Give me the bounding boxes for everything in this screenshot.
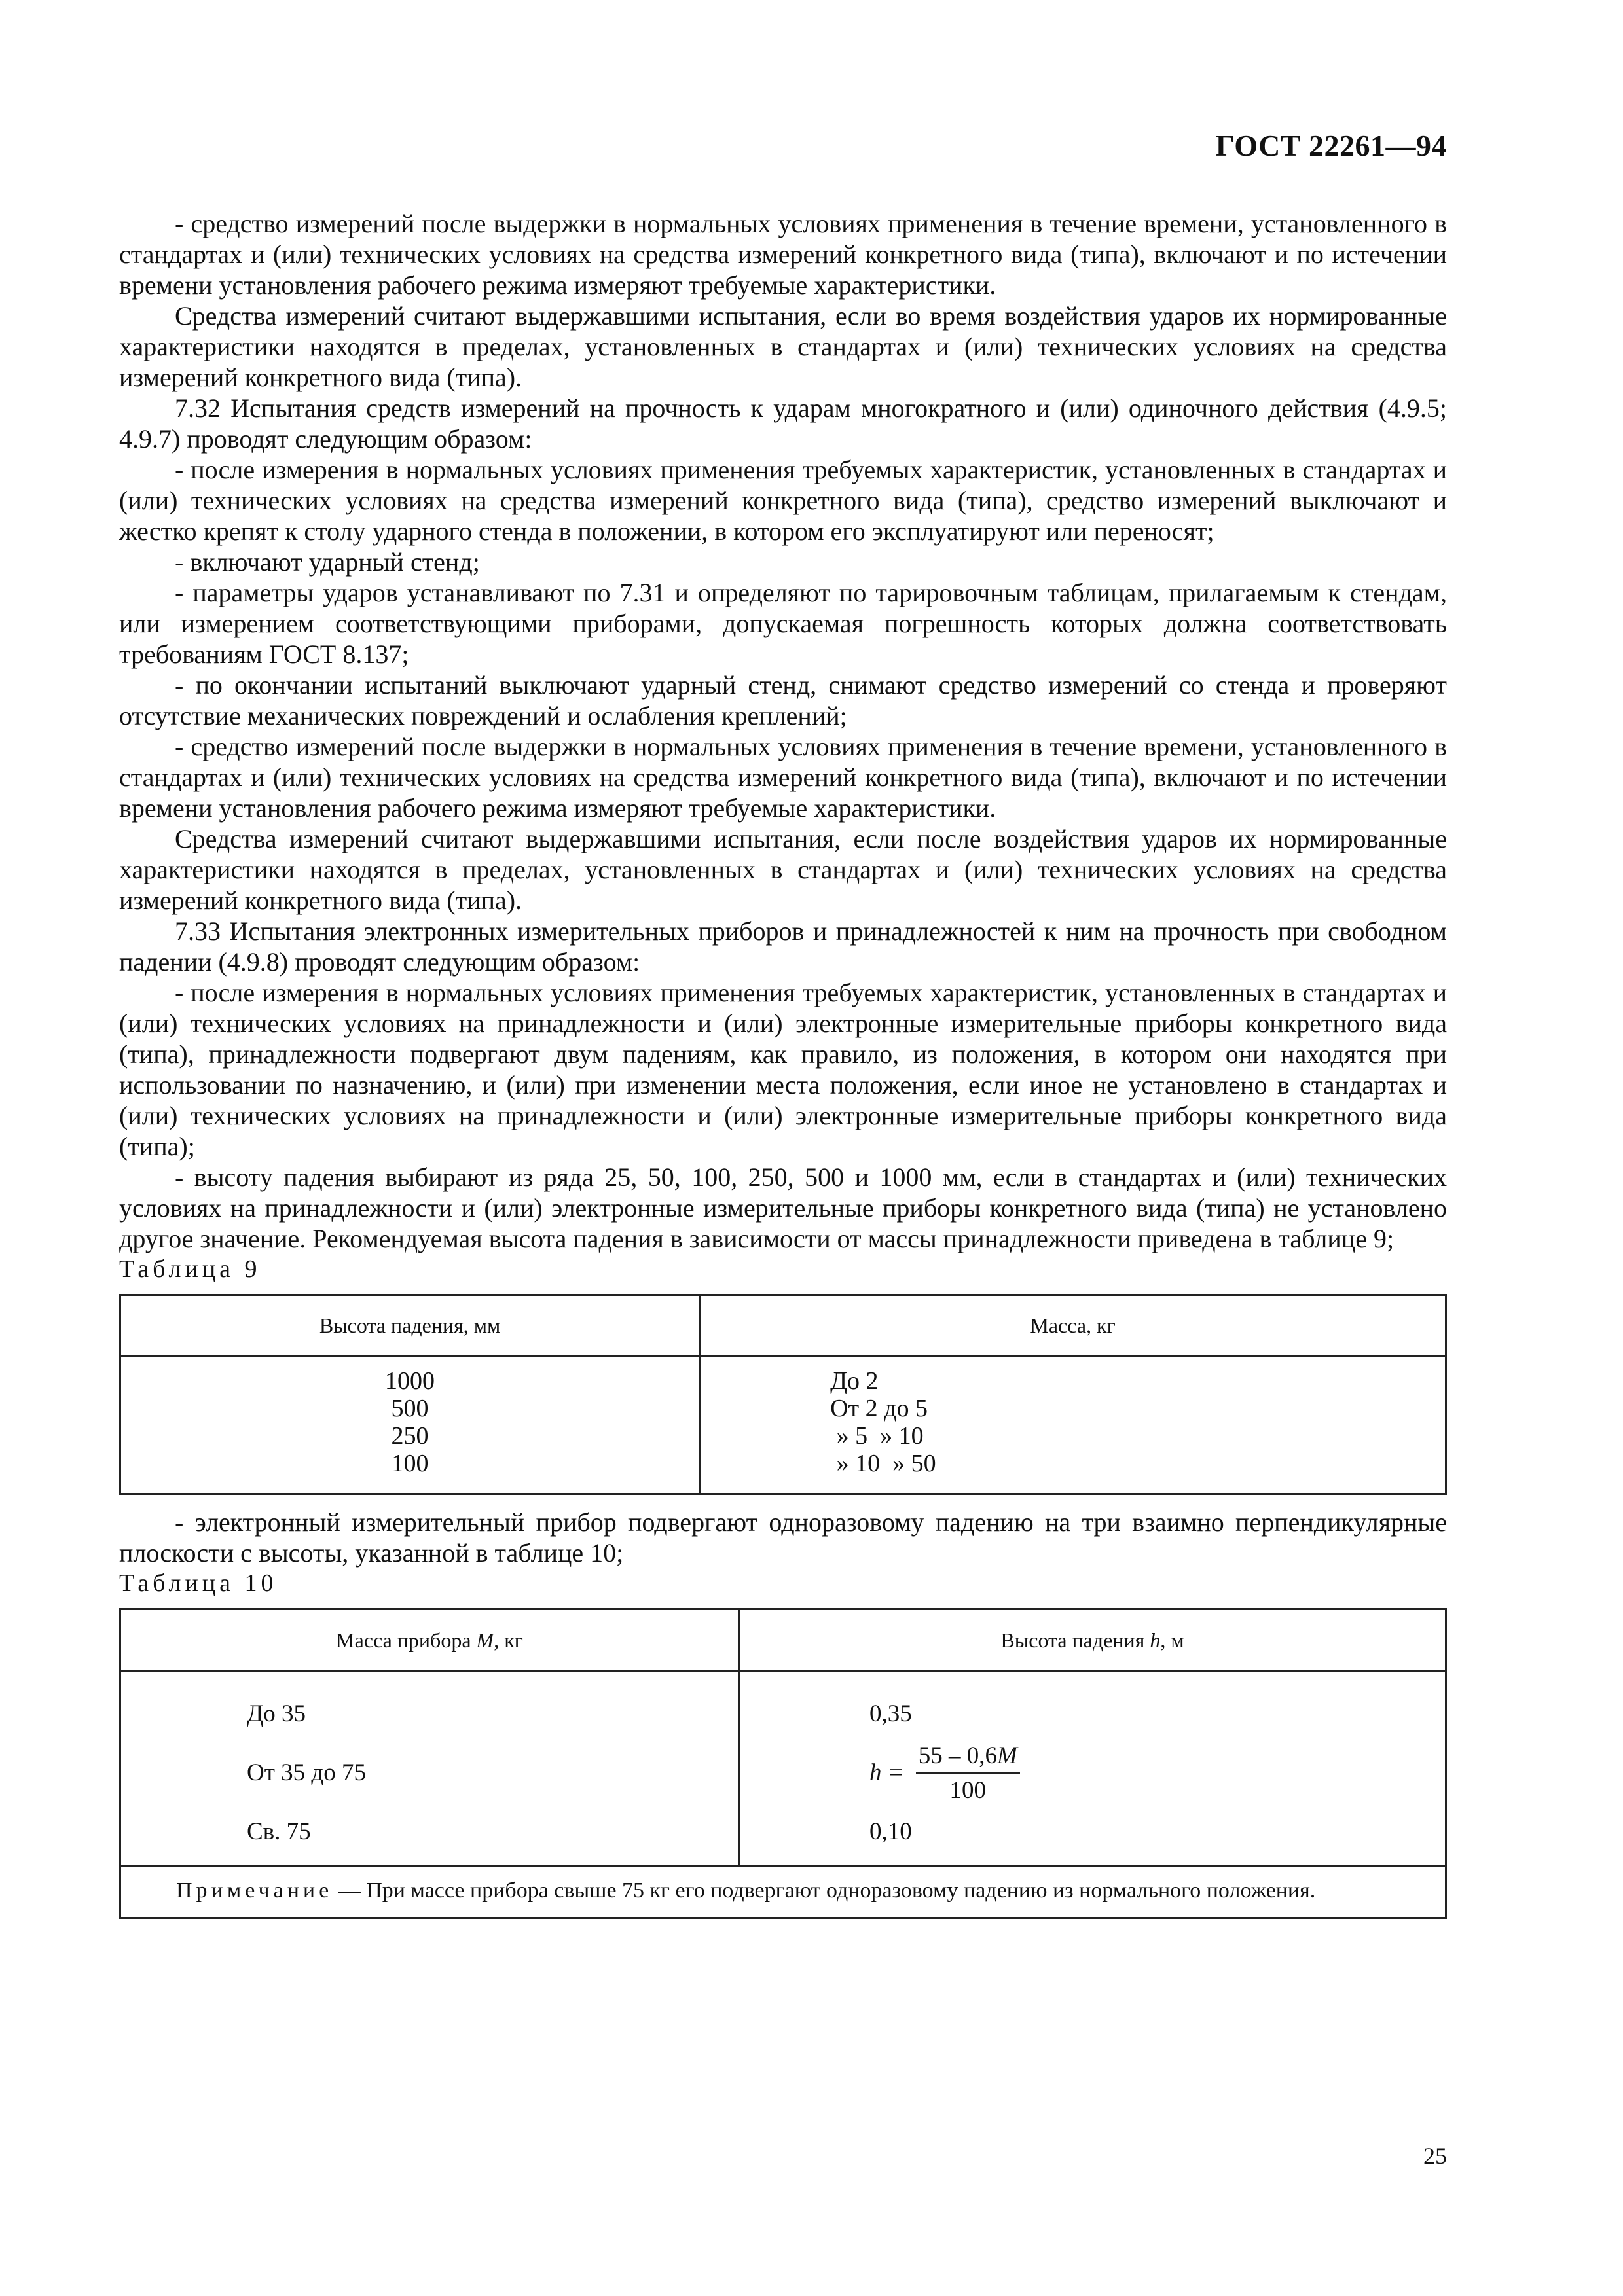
- table10-mass-value: До 35: [247, 1700, 306, 1727]
- paragraph: - средство измерений после выдержки в нормальных условиях применения в течение времени, установленного в стандартах и (или) технических условиях на средства измерений конкретного вида (типа), включают и по истечении времени установления рабочего режима измеряют требуемые характеристики.: [119, 209, 1447, 300]
- table-10: [119, 1608, 1447, 1919]
- table10-height-value: 0,10: [869, 1818, 912, 1845]
- page-number: 25: [1423, 2143, 1447, 2169]
- paragraph: Средства измерений считают выдержавшими испытания, если во время воздействия ударов их нормированные характеристики находятся в пределах, установленных в стандартах и (или) технических условиях на средства измерений конкретного вида (типа).: [119, 301, 1447, 392]
- paragraph: 7.33 Испытания электронных измерительных приборов и принадлежностей к ним на прочность при свободном падении (4.9.8) проводят следующим образом:: [119, 916, 1447, 977]
- table10-header-height: Высота падения h, м: [739, 1609, 1446, 1672]
- table9-masses-cell: [700, 1356, 1446, 1494]
- table9-mass-value: От 2 до 5: [830, 1395, 928, 1422]
- table10-height-cell: [739, 1672, 1446, 1867]
- paragraph: - после измерения в нормальных условиях применения требуемых характеристик, установленных в стандартах и (или) технических условиях на средства измерений конкретного вида (типа), средство измерений выключают и жестко крепят к столу ударного стенда в положении, в котором его эксплуатируют или переносят;: [119, 455, 1447, 546]
- table9-mass-value: » 10 » 50: [830, 1450, 936, 1477]
- paragraph: - электронный измерительный прибор подвергают одноразовому падению на три взаимно перпендикулярные плоскости с высоты, указанной в таблице 10;: [119, 1507, 1447, 1568]
- table9-header-height: Высота падения, мм: [120, 1295, 700, 1356]
- table10-mass-value: Св. 75: [247, 1818, 311, 1845]
- paragraph: Средства измерений считают выдержавшими испытания, если после воздействия ударов их нормированные характеристики находятся в пределах, установленных в стандартах и (или) технических условиях на средства измерений конкретного вида (типа).: [119, 824, 1447, 915]
- note-text: — При массе прибора свыше 75 кг его подвергают одноразовому падению из нормального положения.: [333, 1878, 1316, 1903]
- table10-height-value: 0,35: [869, 1700, 912, 1727]
- table9-caption: Таблица 9: [119, 1255, 261, 1283]
- paragraph: - средство измерений после выдержки в нормальных условиях применения в течение времени, установленного в стандартах и (или) технических условиях на средства измерений конкретного вида (типа), включают и по истечении времени установления рабочего режима измеряют требуемые характеристики.: [119, 732, 1447, 823]
- body-text: [119, 208, 1447, 1919]
- paragraph: - включают ударный стенд;: [175, 547, 480, 577]
- paragraph: 7.32 Испытания средств измерений на прочность к ударам многократного и (или) одиночного действия (4.9.5; 4.9.7) проводят следующим образом:: [119, 393, 1447, 454]
- table9-header-mass: Масса, кг: [700, 1295, 1446, 1356]
- formula: [869, 1742, 1020, 1804]
- formula-numerator: 55 – 0,6M: [916, 1742, 1020, 1774]
- table10-mass-value: От 35 до 75: [247, 1759, 366, 1786]
- table9-mass-value: » 5 » 10: [830, 1422, 924, 1450]
- table10-header-mass: Масса прибора M, кг: [120, 1609, 739, 1672]
- formula-denominator: 100: [949, 1776, 987, 1804]
- paragraph: - после измерения в нормальных условиях применения требуемых характеристик, установленных в стандартах и (или) технических условиях на принадлежности и (или) электронные измерительные приборы конкретного вида (типа), принадлежности подвергают двум падениям, как правило, из положения, в котором они находятся при использовании по назначению, и (или) при изменении места положения, если иное не установлено в стандартах и (или) технических условиях на принадлежности и (или) электронные измерительные приборы конкретного вида (типа);: [119, 978, 1447, 1161]
- table10-mass-cell: [120, 1672, 739, 1867]
- formula-lhs: h =: [869, 1759, 904, 1786]
- table9-height-value: 100: [391, 1450, 429, 1477]
- table9-heights-cell: [120, 1356, 700, 1494]
- paragraph: - высоту падения выбирают из ряда 25, 50, 100, 250, 500 и 1000 мм, если в стандартах и (или) технических условиях на принадлежности и (или) электронные измерительные приборы конкретного вида (типа) не установлено другое значение. Рекомендуемая высота падения в зависимости от массы принадлежности приведена в таблице 9;: [119, 1162, 1447, 1253]
- paragraph: - по окончании испытаний выключают ударный стенд, снимают средство измерений со стенда и проверяют отсутствие механических повреждений и ослабления креплений;: [119, 670, 1447, 730]
- note-label: Примечание: [176, 1878, 333, 1903]
- table-9: [119, 1294, 1447, 1495]
- table10-note: [120, 1867, 1446, 1918]
- table9-height-value: 1000: [385, 1367, 435, 1395]
- table10-height-formula: [869, 1738, 1445, 1807]
- table9-height-value: 250: [391, 1422, 429, 1450]
- formula-fraction: [916, 1742, 1020, 1804]
- table10-caption: Таблица 10: [119, 1570, 278, 1597]
- table9-mass-value: До 2: [830, 1367, 879, 1395]
- table9-height-value: 500: [391, 1395, 429, 1422]
- paragraph: - параметры ударов устанавливают по 7.31 и определяют по тарировочным таблицам, прилагаемым к стендам, или измерением соответствующими приборами, допускаемая погрешность которых должна соответствовать требованиям ГОСТ 8.137;: [119, 578, 1447, 669]
- standard-header: ГОСТ 22261—94: [1215, 129, 1447, 162]
